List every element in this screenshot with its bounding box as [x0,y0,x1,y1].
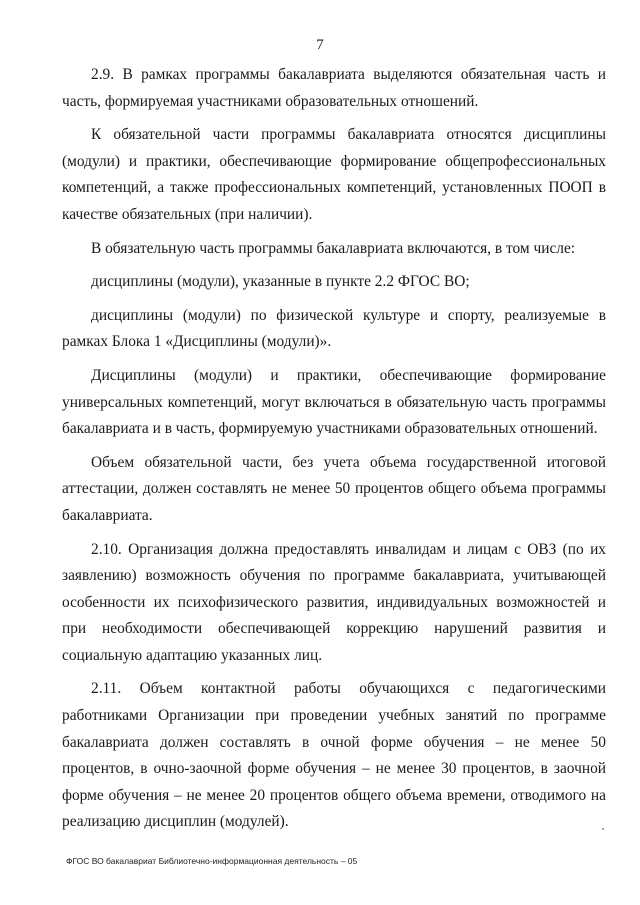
page-footer: ФГОС ВО бакалавриат Библиотечно-информационная деятельность – 05 [66,856,358,866]
paragraph-mandatory-part: К обязательной части программы бакалавриата относятся дисциплины (модули) и практики, обеспечивающие формирование общепрофессиональных компетенций, а также профессиональных компетенций, установленных ПООП в качестве обязательных (при наличии). [62,126,606,223]
scan-speck [602,828,604,830]
paragraph-included-items: В обязательную часть программы бакалавриата включаются, в том числе: [91,239,576,257]
list-item-disciplines-2-2: дисциплины (модули), указанные в пункте 2.2 ФГОС ВО; [91,273,470,291]
list-item-physical-culture: дисциплины (модули) по физической культуре и спорту, реализуемые в рамках Блока 1 «Дисциплины (модули)». [62,306,606,351]
document-body [62,62,606,836]
paragraph-universal-competencies: Дисциплины (модули) и практики, обеспечивающие формирование универсальных компетенций, могут включаться в обязательную часть программы бакалавриата и в часть, формируемую участниками образовательных отношений. [62,366,606,438]
paragraph-mandatory-volume: Объем обязательной части, без учета объема государственной итоговой аттестации, должен составлять не менее 50 процентов общего объема программы бакалавриата. [62,453,606,524]
page-number: 7 [316,37,324,53]
paragraph-2-10: 2.10. Организация должна предоставлять инвалидам и лицам с ОВЗ (по их заявлению) возможность обучения по программе бакалавриата, учитывающей особенности их психофизического развития, индивидуальных возможностей и при необходимости обеспечивающей коррекцию нарушений развития и социальную адаптацию указанных лиц. [62,540,606,664]
paragraph-2-9: 2.9. В рамках программы бакалавриата выделяются обязательная часть и часть, формируемая участниками образовательных отношений. [62,66,606,110]
paragraph-2-11: 2.11. Объем контактной работы обучающихся с педагогическими работниками Организации при проведении учебных занятий по программе бакалавриата должен составлять в очной форме обучения – не менее 50 процентов, в очно-заочной форме обучения – не менее 30 процентов, в заочной форме обучения – не менее 20 процентов общего объема времени, отводимого на реализацию дисциплин (модулей). [62,680,606,831]
